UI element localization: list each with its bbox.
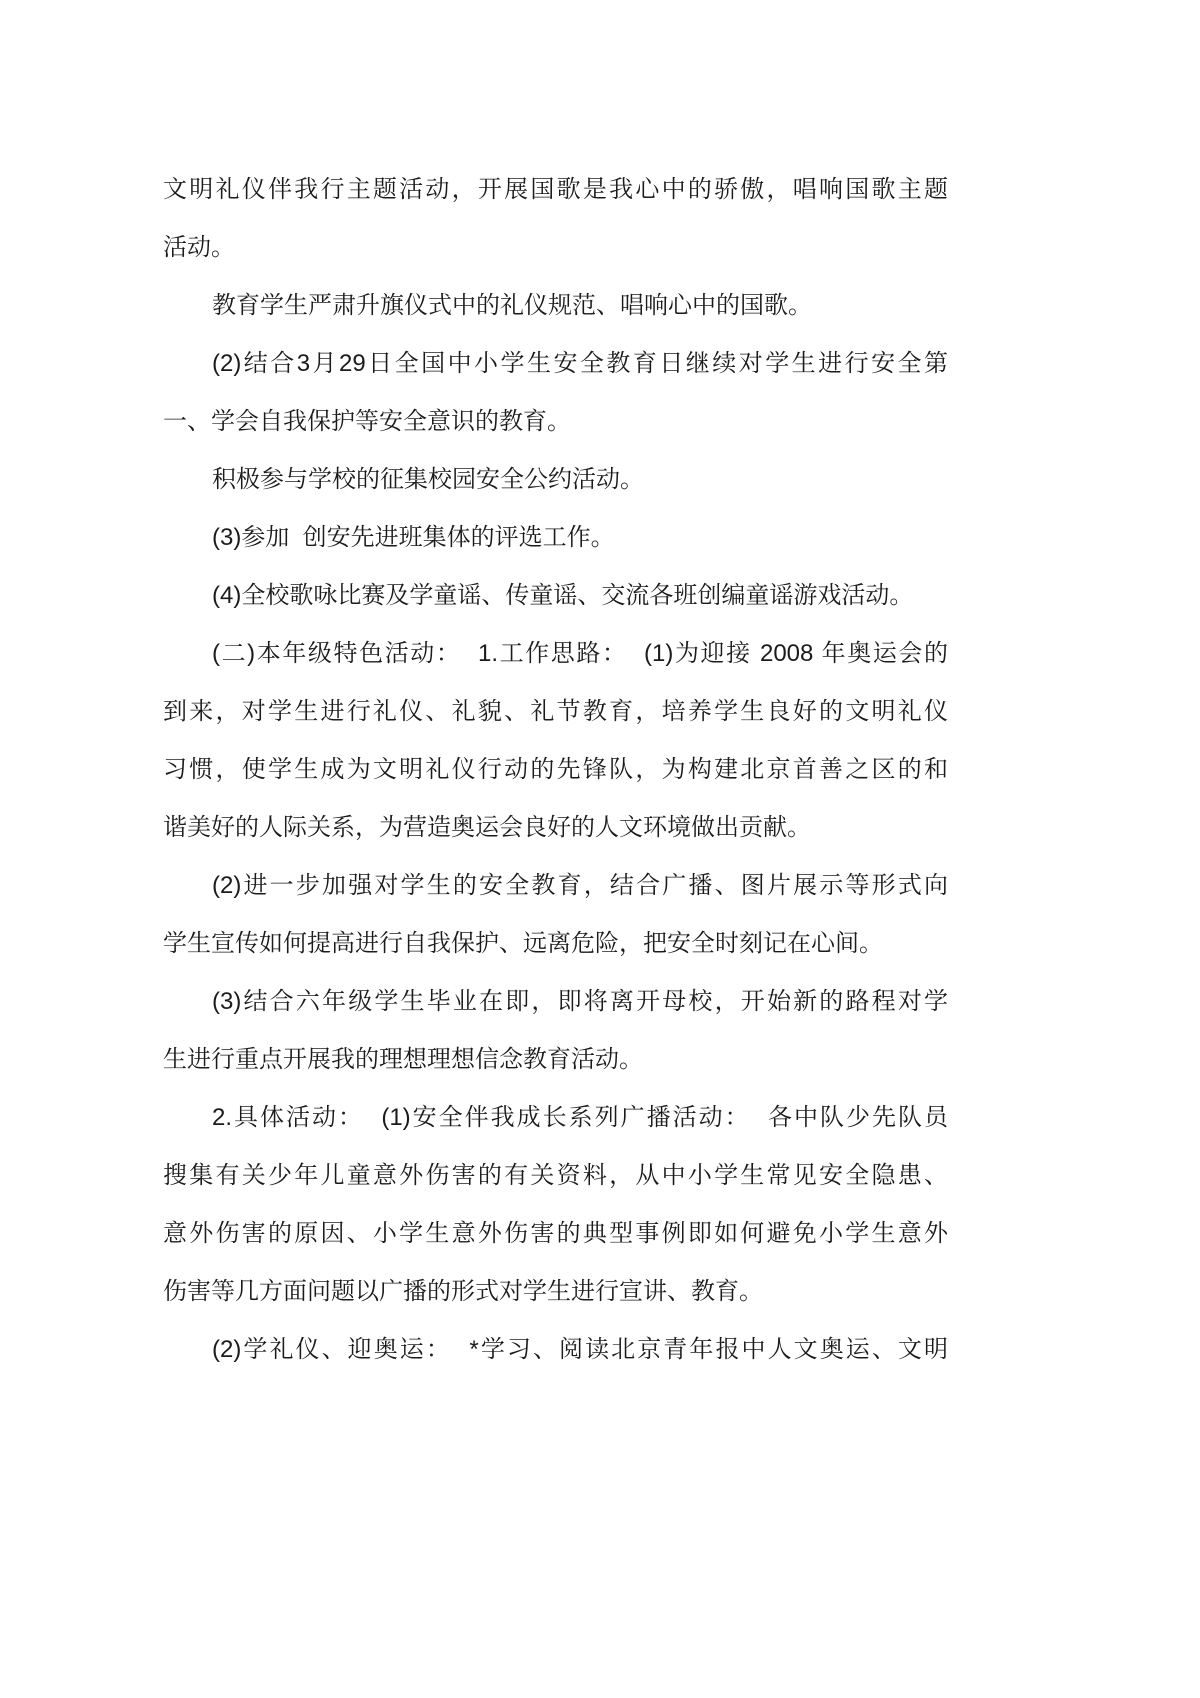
paragraph — [163, 1321, 948, 1379]
document-line: 伤害等几方面问题以广播的形式对学生进行宣讲、教育。 — [163, 1278, 763, 1305]
paragraph — [163, 1089, 948, 1321]
paragraph — [163, 335, 948, 451]
document-line: 习惯，使学生成为文明礼仪行动的先锋队，为构建北京首善之区的和 — [163, 756, 948, 783]
document-line: 生进行重点开展我的理想理想信念教育活动。 — [163, 1046, 643, 1073]
document-line: 到来，对学生进行礼仪、礼貌、礼节教育，培养学生良好的文明礼仪 — [163, 698, 948, 725]
document-line: 学生宣传如何提高进行自我保护、远离危险，把安全时刻记在心间。 — [163, 930, 883, 957]
document-line: (2)进一步加强对学生的安全教育，结合广播、图片展示等形式向 — [212, 872, 948, 899]
document-line: 意外伤害的原因、小学生意外伤害的典型事例即如何避免小学生意外 — [163, 1220, 948, 1247]
document-line: (3)参加 创安先进班集体的评选工作。 — [212, 524, 615, 551]
paragraph — [163, 277, 948, 335]
paragraph — [163, 857, 948, 973]
paragraph — [163, 567, 948, 625]
paragraph — [163, 625, 948, 857]
paragraph — [163, 161, 948, 277]
paragraph — [163, 973, 948, 1089]
document-body — [163, 161, 948, 1379]
document-line: 文明礼仪伴我行主题活动，开展国歌是我心中的骄傲，唱响国歌主题 — [163, 176, 948, 203]
document-line: 活动。 — [163, 234, 235, 261]
document-line: (2)结合3月29日全国中小学生安全教育日继续对学生进行安全第 — [212, 350, 948, 377]
document-line: (3)结合六年级学生毕业在即，即将离开母校，开始新的路程对学 — [212, 988, 948, 1015]
paragraph — [163, 509, 948, 567]
document-line: 搜集有关少年儿童意外伤害的有关资料，从中小学生常见安全隐患、 — [163, 1162, 948, 1189]
document-line: 一、学会自我保护等安全意识的教育。 — [163, 408, 571, 435]
document-line: 积极参与学校的征集校园安全公约活动。 — [212, 466, 644, 493]
document-line: (2)学礼仪、迎奥运： *学习、阅读北京青年报中人文奥运、文明 — [212, 1336, 948, 1363]
paragraph — [163, 451, 948, 509]
document-line: (二)本年级特色活动： 1.工作思路： (1)为迎接 2008 年奥运会的 — [212, 640, 948, 667]
document-line: (4)全校歌咏比赛及学童谣、传童谣、交流各班创编童谣游戏活动。 — [212, 582, 914, 609]
document-line: 谐美好的人际关系，为营造奥运会良好的人文环境做出贡献。 — [163, 814, 811, 841]
document-line: 教育学生严肃升旗仪式中的礼仪规范、唱响心中的国歌。 — [212, 292, 812, 319]
document-line: 2.具体活动： (1)安全伴我成长系列广播活动： 各中队少先队员 — [212, 1104, 948, 1131]
